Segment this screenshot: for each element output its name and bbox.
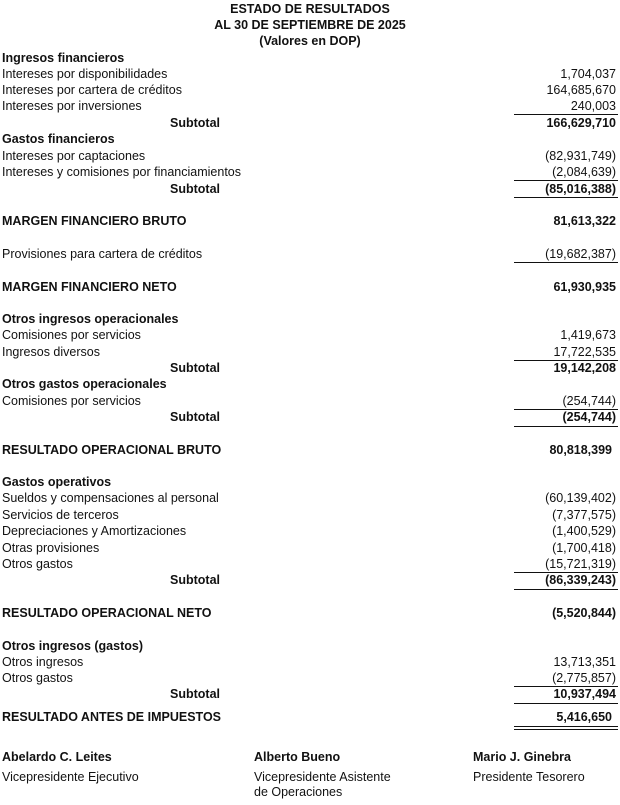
resultado-antes-impuestos-row	[2, 709, 618, 725]
subtotal-label: Subtotal	[170, 361, 220, 375]
line-item-row	[2, 393, 618, 409]
section-title-gastos-operativos: Gastos operativos	[2, 475, 112, 489]
line-item-value: (2,084,639)	[552, 165, 616, 179]
line-item-label: Otros gastos	[2, 557, 73, 571]
report-title: ESTADO DE RESULTADOS	[230, 2, 390, 16]
line-item-row	[2, 344, 618, 360]
line-item-value: (7,377,575)	[552, 508, 616, 522]
subtotal-row	[2, 572, 618, 588]
subtotal-value: (86,339,243)	[545, 573, 616, 587]
line-item-value: 1,419,673	[560, 328, 616, 342]
line-item-label: Intereses por cartera de créditos	[2, 83, 182, 97]
line-item-row	[2, 507, 618, 523]
section-title-gastos-financieros: Gastos financieros	[2, 132, 115, 146]
subtotal-label: Subtotal	[170, 182, 220, 196]
signature-name: Abelardo C. Leites	[2, 750, 112, 764]
subtotal-row	[2, 360, 618, 376]
section-title-otros-gastos-operacionales: Otros gastos operacionales	[2, 377, 167, 391]
report-units: (Valores en DOP)	[259, 34, 361, 48]
line-item-value: (15,721,319)	[545, 557, 616, 571]
subtotal-row	[2, 686, 618, 702]
signature-name: Mario J. Ginebra	[473, 750, 571, 764]
subtotal-value: 166,629,710	[546, 116, 616, 130]
line-item-row	[2, 556, 618, 572]
line-item-value: 240,003	[570, 99, 616, 113]
subtotal-underline	[514, 589, 618, 590]
line-item-label: Otros ingresos	[2, 655, 84, 669]
line-item-row	[2, 148, 618, 164]
total-value: 5,416,650	[556, 710, 612, 724]
line-item-row	[2, 98, 618, 114]
line-item-label: Provisiones para cartera de créditos	[2, 247, 203, 261]
line-item-value: 13,713,351	[553, 655, 616, 669]
line-item-label: Intereses por inversiones	[2, 99, 142, 113]
margen-financiero-neto-row	[2, 279, 618, 295]
signature-title: Vicepresidente Asistente	[254, 770, 391, 784]
total-value: 81,613,322	[553, 214, 616, 228]
report-date: AL 30 DE SEPTIEMBRE DE 2025	[214, 18, 406, 32]
line-item-value: (1,400,529)	[552, 524, 616, 538]
provisiones-row	[2, 246, 618, 262]
subtotal-underline	[514, 426, 618, 427]
subtotal-value: (254,744)	[562, 410, 616, 424]
line-item-value: (254,744)	[562, 394, 616, 408]
section-title-otros-ingresos-operacionales: Otros ingresos operacionales	[2, 312, 179, 326]
section-title-otros-ingresos-gastos: Otros ingresos (gastos)	[2, 639, 143, 653]
subtotal-value: 19,142,208	[553, 361, 616, 375]
margen-financiero-bruto-row	[2, 213, 618, 229]
line-item-label: Intereses y comisiones por financiamientos	[2, 165, 242, 179]
total-label: MARGEN FINANCIERO NETO	[2, 280, 177, 294]
line-item-label: Sueldos y compensaciones al personal	[2, 491, 219, 505]
subtotal-underline	[514, 703, 618, 704]
total-label: RESULTADO OPERACIONAL BRUTO	[2, 443, 222, 457]
signature-title: Presidente Tesorero	[473, 770, 585, 784]
line-item-value: (2,775,857)	[552, 671, 616, 685]
line-item-label: Ingresos diversos	[2, 345, 100, 359]
total-value: (5,520,844)	[552, 606, 616, 620]
line-item-row	[2, 670, 618, 686]
resultado-operacional-neto-row	[2, 605, 618, 621]
line-item-row	[2, 164, 618, 180]
line-item-row	[2, 82, 618, 98]
total-label: MARGEN FINANCIERO BRUTO	[2, 214, 187, 228]
subtotal-rule	[514, 262, 618, 263]
line-item-label: Comisiones por servicios	[2, 328, 141, 342]
line-item-row	[2, 490, 618, 506]
subtotal-row	[2, 181, 618, 197]
line-item-label: Depreciaciones y Amortizaciones	[2, 524, 187, 538]
line-item-label: Intereses por disponibilidades	[2, 67, 168, 81]
total-label: RESULTADO OPERACIONAL NETO	[2, 606, 212, 620]
line-item-row	[2, 66, 618, 82]
subtotal-value: 10,937,494	[553, 687, 616, 701]
subtotal-label: Subtotal	[170, 116, 220, 130]
resultado-operacional-bruto-row	[2, 442, 618, 458]
signature-title-line2: de Operaciones	[254, 785, 343, 799]
subtotal-underline	[514, 197, 618, 198]
total-label: RESULTADO ANTES DE IMPUESTOS	[2, 710, 222, 724]
line-item-value: 17,722,535	[553, 345, 616, 359]
grand-total-double-rule	[514, 726, 618, 730]
line-item-value: 164,685,670	[546, 83, 616, 97]
line-item-value: 1,704,037	[560, 67, 616, 81]
total-value: 80,818,399	[549, 443, 612, 457]
line-item-row	[2, 540, 618, 556]
subtotal-row	[2, 115, 618, 131]
subtotal-value: (85,016,388)	[545, 182, 616, 196]
line-item-value: (19,682,387)	[545, 247, 616, 261]
line-item-label: Otros gastos	[2, 671, 73, 685]
line-item-label: Servicios de terceros	[2, 508, 119, 522]
line-item-value: (60,139,402)	[545, 491, 616, 505]
line-item-label: Intereses por captaciones	[2, 149, 146, 163]
total-value: 61,930,935	[553, 280, 616, 294]
signature-name: Alberto Bueno	[254, 750, 341, 764]
signature-title: Vicepresidente Ejecutivo	[2, 770, 139, 784]
line-item-row	[2, 654, 618, 670]
subtotal-label: Subtotal	[170, 573, 220, 587]
line-item-label: Comisiones por servicios	[2, 394, 141, 408]
subtotal-row	[2, 409, 618, 425]
subtotal-label: Subtotal	[170, 687, 220, 701]
subtotal-label: Subtotal	[170, 410, 220, 424]
line-item-row	[2, 327, 618, 343]
line-item-row	[2, 523, 618, 539]
line-item-value: (82,931,749)	[545, 149, 616, 163]
section-title-ingresos-financieros: Ingresos financieros	[2, 51, 125, 65]
line-item-value: (1,700,418)	[552, 541, 616, 555]
line-item-label: Otras provisiones	[2, 541, 100, 555]
